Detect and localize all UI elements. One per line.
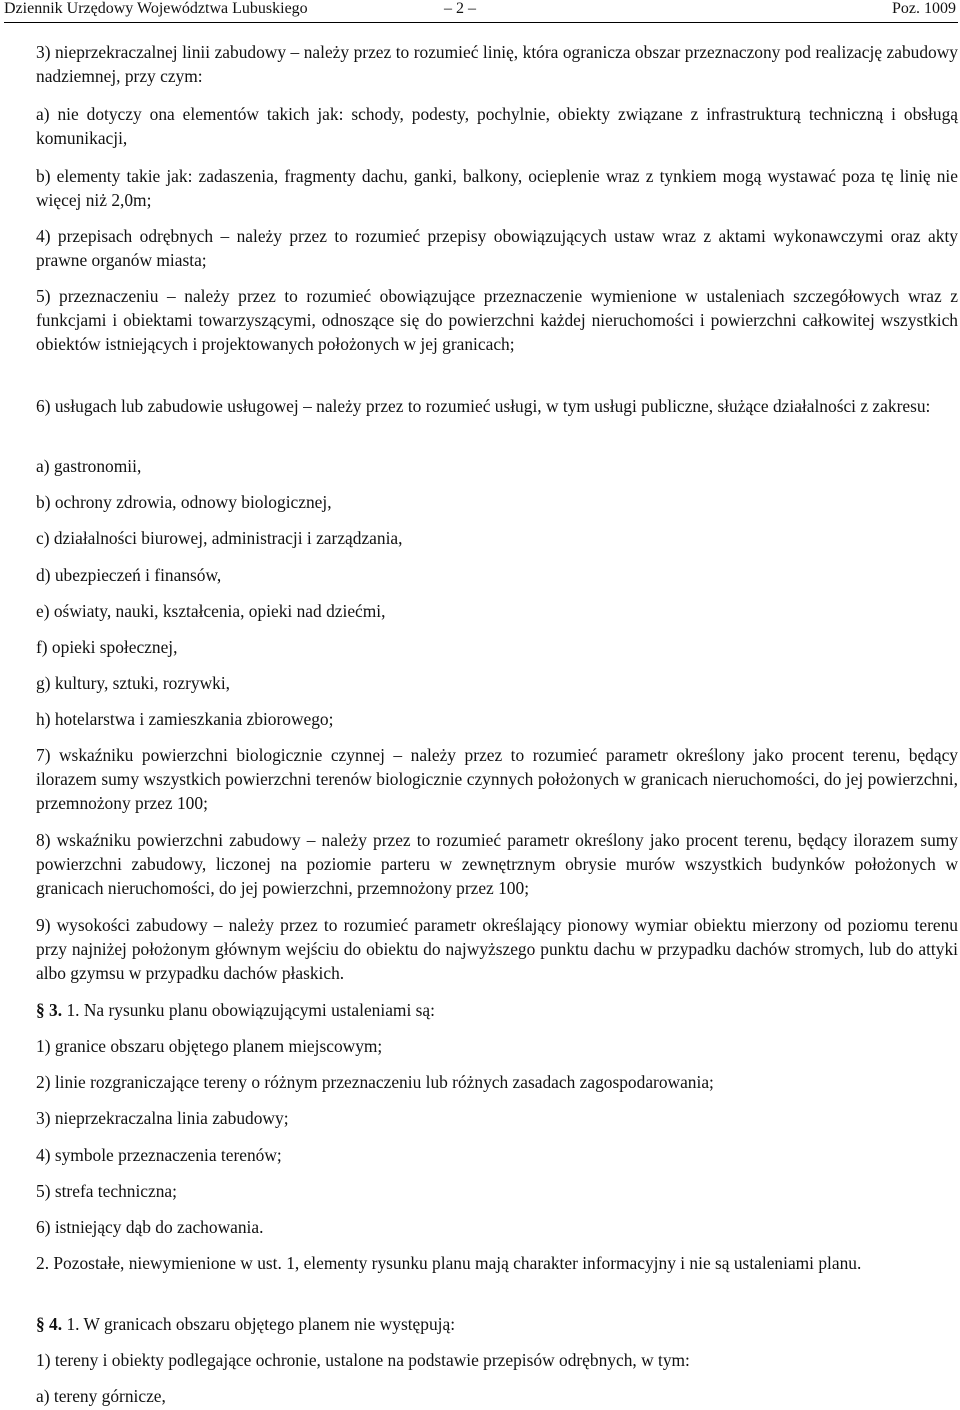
definition-5: 5) przeznaczeniu – należy przez to rozumieć obowiązujące przeznaczenie wymienione w ustaleniach szczegółowych wraz z funkcjami i obiektami towarzyszącymi, odnoszące się do powierzchni każdej nieruchomości i powierzchni całkowitej wszystkich obiektów istniejących i projektowanych położonych w jej granicach; (36, 286, 958, 354)
journal-title: Dziennik Urzędowy Województwa Lubuskiego (4, 0, 308, 17)
section-3-paragraph-2: 2. Pozostałe, niewymienione w ust. 1, elementy rysunku planu mają charakter informacyjny i nie są ustaleniami planu. (36, 1253, 862, 1273)
list-item-f: f) opieki społecznej, (36, 637, 178, 657)
section-3-item-5: 5) strefa techniczna; (36, 1181, 177, 1201)
position-number: Poz. 1009 (892, 0, 956, 17)
section-3-item-4: 4) symbole przeznaczenia terenów; (36, 1145, 282, 1165)
definition-3: 3) nieprzekraczalnej linii zabudowy – należy przez to rozumieć linię, która ogranicza obszar przeznaczony pod realizację zabudowy nadziemnej, przy czym: (36, 42, 958, 86)
list-item-e: e) oświaty, nauki, kształcenia, opieki nad dziećmi, (36, 601, 386, 621)
section-3-heading (36, 998, 958, 1022)
page-header (4, 0, 958, 23)
list-item-g: g) kultury, sztuki, rozrywki, (36, 673, 230, 693)
section-3-text: 1. Na rysunku planu obowiązującymi ustaleniami są: (62, 1000, 435, 1020)
list-item-a: a) gastronomii, (36, 456, 142, 476)
definition-4: 4) przepisach odrębnych – należy przez to rozumieć przepisy obowiązujących ustaw wraz z aktami wykonawczymi oraz akty prawne organów miasta; (36, 226, 958, 270)
section-3-item-6: 6) istniejący dąb do zachowania. (36, 1217, 264, 1237)
section-3-item-3: 3) nieprzekraczalna linia zabudowy; (36, 1108, 289, 1128)
section-3-item-1: 1) granice obszaru objętego planem miejscowym; (36, 1036, 383, 1056)
list-item-d: d) ubezpieczeń i finansów, (36, 565, 222, 585)
definition-9: 9) wysokości zabudowy – należy przez to rozumieć parametr określający pionowy wymiar obiektu mierzony od poziomu terenu przy najniżej położonym głównym wejściu do obiektu do najwyższego punktu dachu w przypadku dachów stromych, lub do attyki albo gzymsu w przypadku dachów płaskich. (36, 915, 958, 983)
definition-7: 7) wskaźniku powierzchni biologicznie czynnej – należy przez to rozumieć parametr określony jako procent terenu, będący ilorazem sumy wszystkich powierzchni terenów biologicznie czynnych położonych w granicach nieruchomości, do jej powierzchni, przemnożony przez 100; (36, 745, 958, 813)
definition-3a: a) nie dotyczy ona elementów takich jak: schody, podesty, pochylnie, obiekty związane z infrastrukturą techniczną i obsługą komunikacji, (36, 104, 958, 148)
section-4-heading (36, 1312, 958, 1336)
definition-8: 8) wskaźniku powierzchni zabudowy – należy przez to rozumieć parametr określony jako procent terenu, będący ilorazem sumy powierzchni zabudowy, liczonej na poziomie parteru w zewnętrznym obrysie murów wszystkich budynków położonych w granicach nieruchomości, do jej powierzchni, przemnożony przez 100; (36, 830, 958, 898)
list-item-c: c) działalności biurowej, administracji i zarządzania, (36, 528, 403, 548)
section-3-number: § 3. (36, 1000, 63, 1020)
section-4-item-1: 1) tereny i obiekty podlegające ochronie, ustalone na podstawie przepisów odrębnych, w tym: (36, 1350, 690, 1370)
section-4-number: § 4. (36, 1314, 63, 1334)
section-4-text: 1. W granicach obszaru objętego planem nie występują: (62, 1314, 456, 1334)
definition-3b: b) elementy takie jak: zadaszenia, fragmenty dachu, ganki, balkony, ocieplenie wraz z tynkiem mogą wystawać poza tę linię nie więcej niż 2,0m; (36, 166, 958, 210)
section-3-item-2: 2) linie rozgraniczające tereny o różnym przeznaczeniu lub różnych zasadach zagospodarowania; (36, 1072, 714, 1092)
list-item-b: b) ochrony zdrowia, odnowy biologicznej, (36, 492, 332, 512)
page-number: – 2 – (444, 0, 476, 17)
definition-6: 6) usługach lub zabudowie usługowej – należy przez to rozumieć usługi, w tym usługi publiczne, służące działalności z zakresu: (36, 396, 931, 416)
list-item-h: h) hotelarstwa i zamieszkania zbiorowego; (36, 709, 334, 729)
section-4-item-1a: a) tereny górnicze, (36, 1386, 166, 1406)
